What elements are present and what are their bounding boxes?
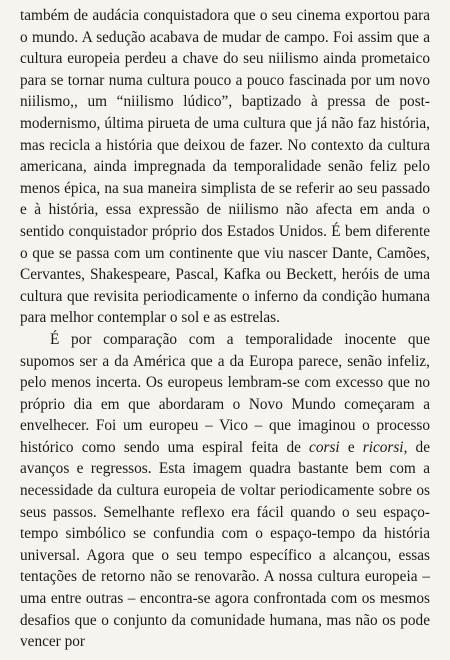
paragraph-2-text-a: É por comparação com a temporalidade inocente que supomos ser a da América que a da Europa parece, senão infeliz, pelo menos incerta. Os europeus lembram-se com excesso que no próprio dia em que abordaram o Novo Mundo começaram a envelhecer. Foi um europeu – Vico – que imaginou o processo histórico como sendo uma espiral feita de (20, 330, 430, 456)
paragraph-2-text-c: , de avanços e regressos. Esta imagem quadra bastante bem com a necessidade da cultura europeia de voltar periodicamente sobre os seus passos. Semelhante reflexo era fácil quando o seu espaço-tempo simbólico se confundia com o espaço-tempo da história universal. Agora que o seu tempo específico a alcançou, essas tentações de retorno não se renovarão. A nossa cultura europeia – uma entre outras – encontra-se agora confrontada com os mesmos desafios que o conjunto da comunidade humana, mas não os pode vencer por (20, 438, 430, 651)
italic-term-ricorsi: ricorsi (362, 438, 404, 456)
paragraph-1-text: também de audácia conquistadora que o seu cinema exportou para o mundo. A sedução acabava de mudar de campo. Foi assim que a cultura europeia perdeu a chave do seu niilismo ainda prometaico para se tornar numa cultura pouco a pouco fascinada por um novo niilismo,, um “niilismo lúdico”, baptizado à pressa de post-modernismo, última pirueta de uma cultura que já não faz história, mas recicla a história que deixou de fazer. No contexto da cultura americana, ainda impregnada da temporalidade senão feliz pelo menos épica, na sua maneira simplista de se referir ao seu passado e à história, essa expressão de niilismo não afecta em anda o sentido conquistador próprio dos Estados Unidos. É bem diferente o que se passa com um continente que viu nascer Dante, Camões, Cervantes, Shakespeare, Pascal, Kafka ou Beckett, heróis de uma cultura que revisita periodicamente o inferno da condição humana para melhor contemplar o sol e as estrelas. (20, 7, 430, 327)
italic-term-corsi: corsi (309, 438, 340, 456)
body-text (20, 5, 430, 653)
paragraph-1 (20, 5, 430, 329)
paragraph-2 (20, 329, 430, 653)
paragraph-2-text-b: e (339, 438, 363, 456)
